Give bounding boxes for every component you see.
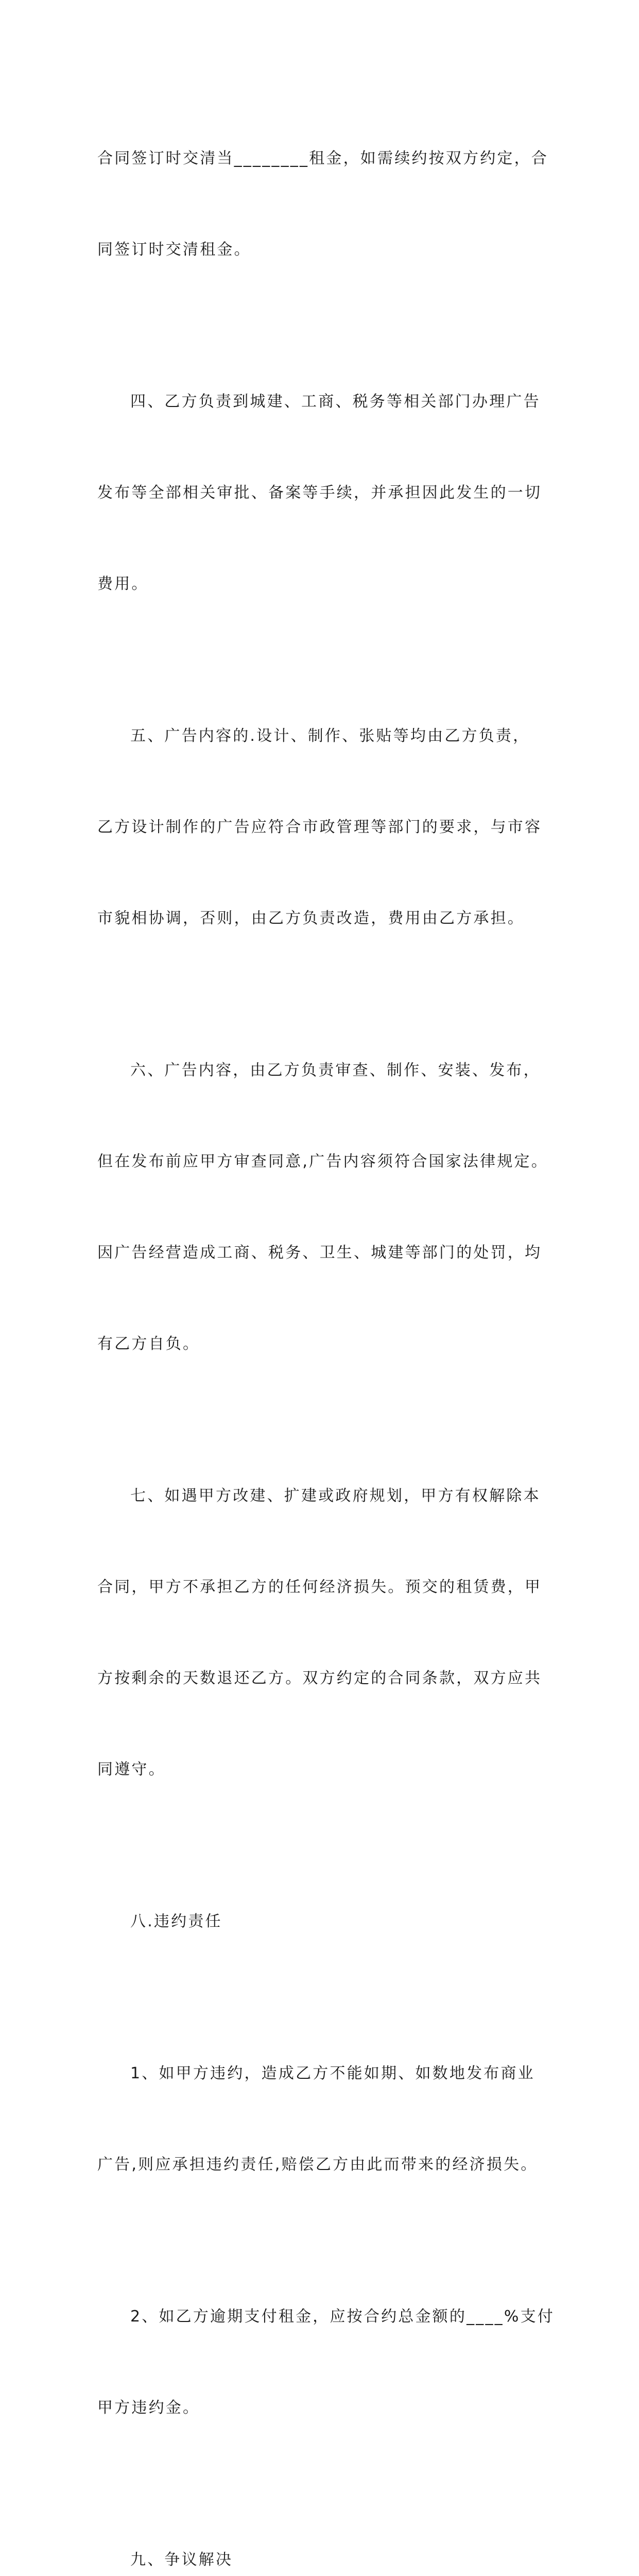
text-line: 方按剩余的天数退还乙方。双方约定的合同条款，双方应共 <box>97 1669 542 1687</box>
text-line: 但在发布前应甲方审查同意,广告内容须符合国家法律规定。 <box>97 1153 548 1171</box>
paragraph-clause-6 <box>97 994 550 1420</box>
text-line: 六、广告内容，由乙方负责审查、制作、安装、发布， <box>130 1061 541 1079</box>
text-line: 费用。 <box>97 575 149 593</box>
paragraph-clause-8-1 <box>97 1997 550 2241</box>
text-line: 广告,则应承担违约责任,赔偿乙方由此而带来的经济损失。 <box>97 2156 538 2174</box>
heading-clause-9 <box>97 2484 550 2576</box>
section-heading: 九、争议解决 <box>130 2551 233 2569</box>
paragraph-clause-7 <box>97 1420 550 1845</box>
text-line: 五、广告内容的.设计、制作、张贴等均由乙方负责， <box>130 727 530 745</box>
text-line: 有乙方自负。 <box>97 1335 200 1353</box>
text-line: 同遵守。 <box>97 1760 166 1778</box>
text-line: 1、如甲方违约，造成乙方不能如期、如数地发布商业 <box>130 2064 535 2082</box>
paragraph-rent-payment <box>97 82 550 326</box>
contract-body <box>97 82 555 2576</box>
text-line: 甲方违约金。 <box>97 2399 200 2417</box>
text-line: 合同签订时交清当________租金，如需续约按双方约定，合 <box>97 149 548 167</box>
text-line: 因广告经营造成工商、税务、卫生、城建等部门的处罚，均 <box>97 1244 542 1262</box>
text-line: 合同，甲方不承担乙方的任何经济损失。预交的租赁费，甲 <box>97 1578 542 1596</box>
text-line: 四、乙方负责到城建、工商、税务等相关部门办理广告 <box>130 393 541 411</box>
text-line: 乙方设计制作的广告应符合市政管理等部门的要求，与市容 <box>97 818 542 836</box>
section-heading: 八.违约责任 <box>130 1912 222 1930</box>
text-line: 发布等全部相关审批、备案等手续，并承担因此发生的一切 <box>97 484 542 502</box>
heading-clause-8 <box>97 1845 550 1997</box>
paragraph-clause-5 <box>97 660 550 994</box>
text-line: 市貌相协调，否则，由乙方负责改造，费用由乙方承担。 <box>97 909 525 927</box>
text-line: 2、如乙方逾期支付租金，应按合约总金额的____%支付 <box>130 2308 555 2326</box>
text-line: 七、如遇甲方改建、扩建或政府规划，甲方有权解除本 <box>130 1487 541 1505</box>
text-line: 同签订时交清租金。 <box>97 241 251 259</box>
paragraph-clause-8-2 <box>97 2241 555 2484</box>
paragraph-clause-4 <box>97 326 550 660</box>
